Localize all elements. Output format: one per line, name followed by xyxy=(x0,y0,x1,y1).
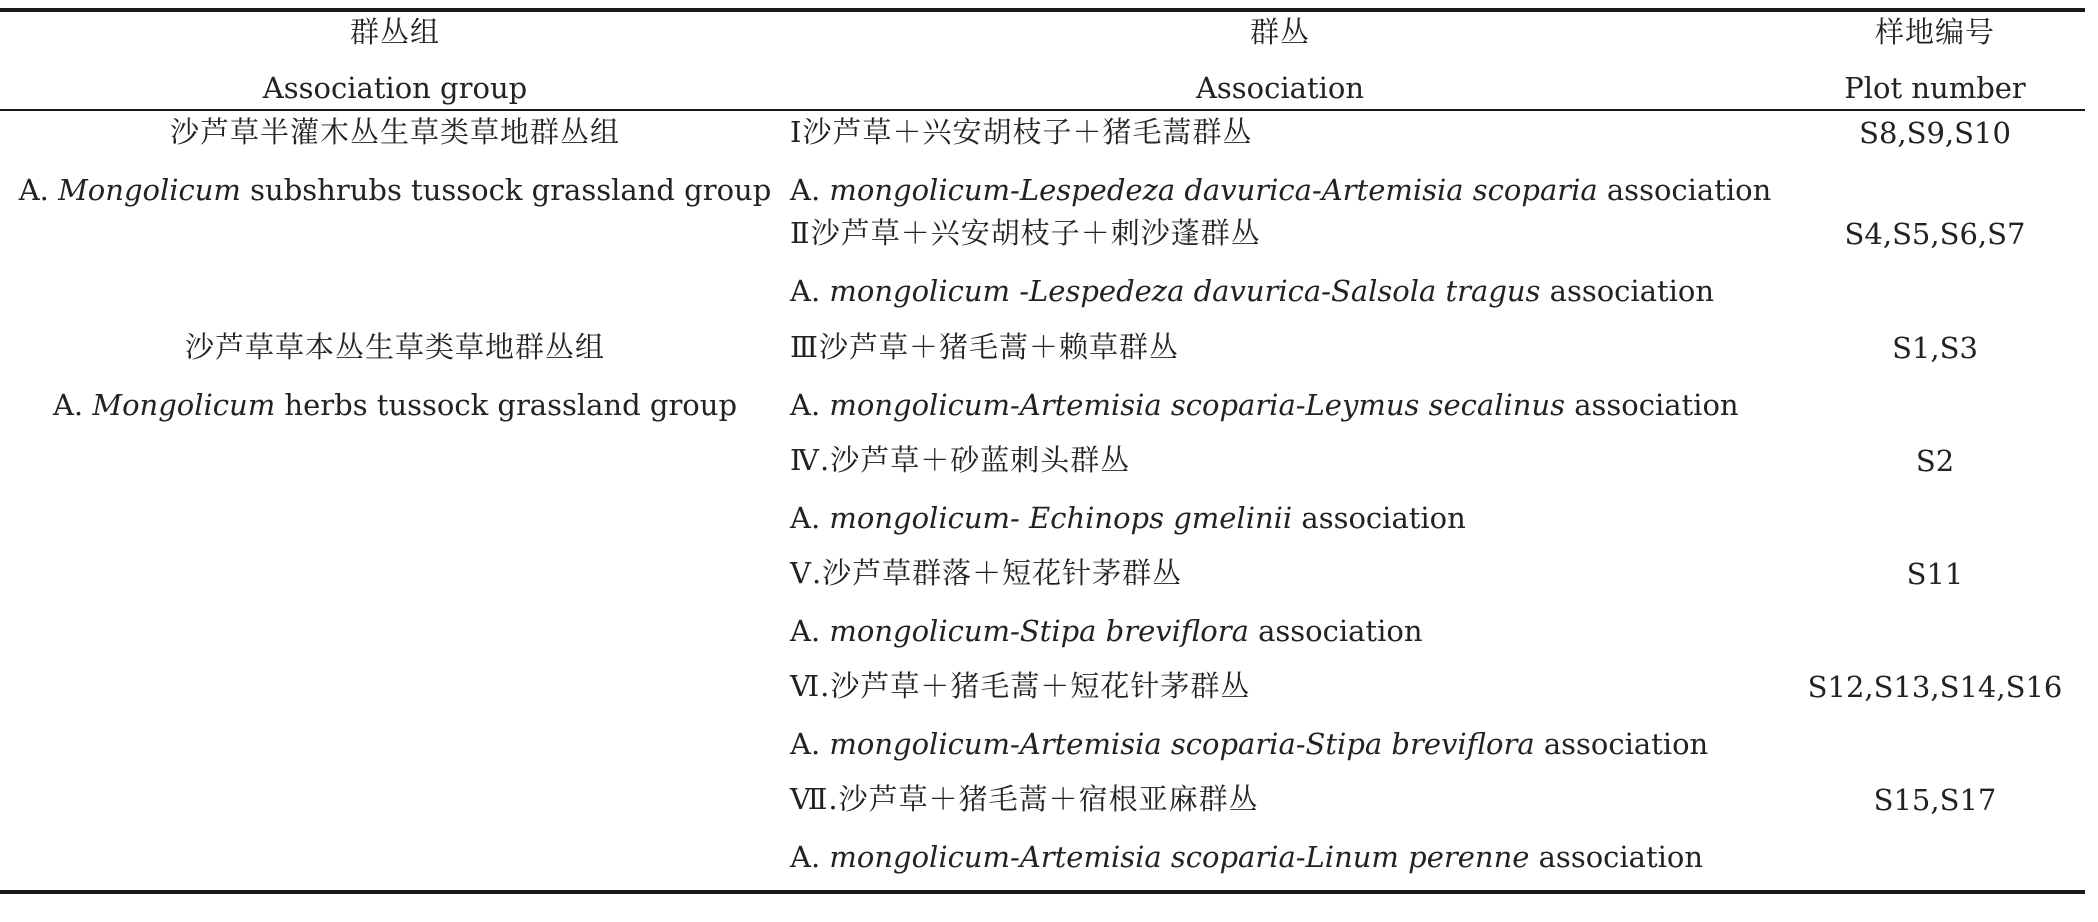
association-zh: Ⅱ沙芦草＋兴安胡枝子＋刺沙蓬群丛 xyxy=(790,216,1261,250)
group-en-prefix: A. xyxy=(52,388,84,422)
association-suffix: association xyxy=(1538,840,1704,874)
association-en xyxy=(790,388,1739,422)
header-rule xyxy=(0,109,2085,111)
plot-numbers: S2 xyxy=(1915,444,1955,478)
association-latin: mongolicum -Lespedeza davurica-Salsola tragus xyxy=(829,274,1541,308)
header-association-en: Association xyxy=(1195,71,1365,105)
association-latin: mongolicum-Artemisia scoparia-Leymus secalinus xyxy=(829,388,1565,422)
plot-numbers: S12,S13,S14,S16 xyxy=(1807,670,2063,704)
association-latin: mongolicum- Echinops gmelinii xyxy=(829,501,1293,535)
plot-numbers: S8,S9,S10 xyxy=(1859,116,2011,150)
association-latin: mongolicum-Stipa breviflora xyxy=(829,614,1249,648)
plot-numbers: S1,S3 xyxy=(1892,331,1978,365)
header-group-zh: 群丛组 xyxy=(349,15,440,49)
bottom-rule xyxy=(0,890,2085,894)
group-en-italic: Mongolicum xyxy=(58,173,241,207)
association-latin: mongolicum-Artemisia scoparia-Linum perenne xyxy=(829,840,1530,874)
header-group-en: Association group xyxy=(262,71,528,105)
group-label-en xyxy=(0,388,790,422)
association-suffix: association xyxy=(1606,173,1772,207)
group-en-rest: subshrubs tussock grassland group xyxy=(250,173,772,207)
association-suffix: association xyxy=(1301,501,1466,535)
top-rule xyxy=(0,8,2085,12)
association-zh: Ⅰ沙芦草＋兴安胡枝子＋猪毛蒿群丛 xyxy=(790,115,1253,149)
association-latin: mongolicum-Lespedeza davurica-Artemisia scoparia xyxy=(829,173,1598,207)
header-plot-zh: 样地编号 xyxy=(1874,15,1995,49)
plot-numbers: S15,S17 xyxy=(1873,783,1997,817)
association-prefix: A. xyxy=(790,274,821,308)
header-association-zh: 群丛 xyxy=(1249,15,1310,49)
association-en xyxy=(790,501,1466,535)
group-en-prefix: A. xyxy=(18,173,49,207)
group-en-italic: Mongolicum xyxy=(92,388,276,422)
group-label-en xyxy=(0,173,790,207)
association-prefix: A. xyxy=(790,501,821,535)
group-label-zh: 沙芦草草本丛生草类草地群丛组 xyxy=(184,330,605,364)
association-zh: Ⅴ.沙芦草群落＋短花针茅群丛 xyxy=(790,556,1183,590)
association-suffix: association xyxy=(1543,727,1709,761)
association-zh: Ⅳ.沙芦草＋砂蓝刺头群丛 xyxy=(790,443,1131,477)
header-plot-en: Plot number xyxy=(1844,71,2026,105)
association-latin: mongolicum-Artemisia scoparia-Stipa breviflora xyxy=(829,727,1535,761)
association-en xyxy=(790,840,1704,874)
group-en-rest: herbs tussock grassland group xyxy=(284,388,738,422)
group-label-zh: 沙芦草半灌木丛生草类草地群丛组 xyxy=(169,115,620,149)
association-zh: Ⅵ.沙芦草＋猪毛蒿＋短花针茅群丛 xyxy=(790,669,1251,703)
association-prefix: A. xyxy=(790,388,821,422)
plot-numbers: S4,S5,S6,S7 xyxy=(1844,217,2026,251)
association-suffix: association xyxy=(1258,614,1423,648)
association-zh: Ⅲ沙芦草＋猪毛蒿＋赖草群丛 xyxy=(790,330,1179,364)
association-suffix: association xyxy=(1549,274,1715,308)
association-en xyxy=(790,274,1715,308)
association-suffix: association xyxy=(1574,388,1739,422)
association-prefix: A. xyxy=(790,173,821,207)
association-en xyxy=(790,727,1709,761)
association-zh: Ⅶ.沙芦草＋猪毛蒿＋宿根亚麻群丛 xyxy=(790,782,1259,816)
association-prefix: A. xyxy=(790,840,821,874)
plot-numbers: S11 xyxy=(1906,557,1964,591)
association-prefix: A. xyxy=(790,614,821,648)
association-en xyxy=(790,614,1423,648)
association-en xyxy=(790,173,1772,207)
association-prefix: A. xyxy=(790,727,821,761)
